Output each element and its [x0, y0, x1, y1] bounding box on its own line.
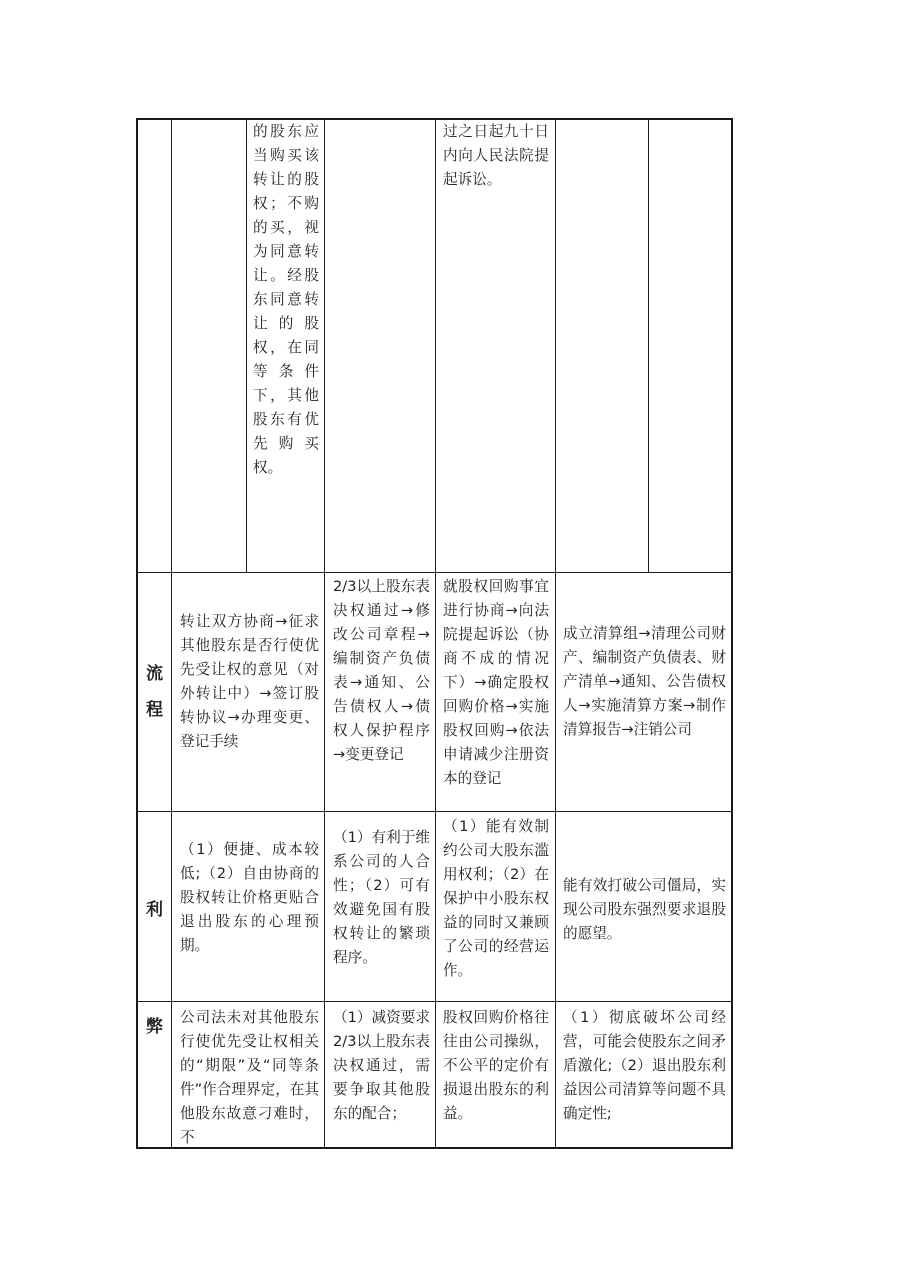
continuation-col4-text: 过之日起九十日内向人民法院提起诉讼。 [443, 123, 549, 188]
column-divider [555, 118, 556, 1149]
table-border-right [731, 118, 733, 1149]
column-divider [648, 118, 649, 573]
pros-col2-text: （1）便捷、成本较低;（2）自由协商的股权转让价格更贴合退出股东的心理预期。 [180, 841, 319, 954]
process-col4-text: 就股权回购事宜进行协商→向法院提起诉讼（协商不成的情况下）→确定股权回购价格→实施股权回购→依法申请减少注册资本的登记 [443, 578, 549, 787]
process-col2-text: 转让双方协商→征求其他股东是否行使优先受让权的意见（对外转让中）→签订股转协议→办理变更、登记手续 [180, 613, 319, 750]
pros-col5-text: 能有效打破公司僵局，实现公司股东强烈要求退股的愿望。 [563, 877, 726, 942]
table-border-left [136, 118, 138, 1149]
process-col5-text: 成立清算组→清理公司财产、编制资产负债表、财产清单→通知、公告债权人→实施清算方案→制作清算报告→注销公司 [563, 625, 726, 738]
pros-col3-text: （1）有利于维系公司的人合性；（2）可有效避免国有股权转让的繁琐程序。 [333, 829, 430, 966]
process-col3-text: 2/3以上股东表决权通过→修改公司章程→编制资产负债表→通知、公告债权人→债权人保护程序→变更登记 [333, 578, 430, 763]
cons-row-label: 弊 [146, 1017, 163, 1037]
cons-col4-text: 股权回购价格往往由公司操纵，不公平的定价有损退出股东的利益。 [443, 1009, 549, 1122]
cons-col2-text: 公司法未对其他股东行使优先受让权相关的“期限”及“同等条件”作合理界定，在其他股东故意刁难时，不 [180, 1009, 319, 1146]
column-divider [435, 118, 436, 1149]
pros-col4-text: （1）能有效制约公司大股东滥用权利；（2）在保护中小股东权益的同时又兼顾了公司的经营运作。 [443, 818, 549, 979]
cons-col5-text: （1）彻底破坏公司经营，可能会使股东之间矛盾激化;（2）退出股东利益因公司清算等问题不具确定性; [563, 1009, 726, 1122]
pros-row-label: 利 [146, 900, 163, 920]
column-divider [171, 118, 172, 1149]
process-row-label: 流程 [146, 664, 163, 720]
column-divider [246, 118, 247, 573]
column-divider [324, 118, 325, 1149]
continuation-subcolumn-text: 的股东应当购买该转让的股权；不购的买，视为同意转让。经股东同意转让的股权，在同等条件下，其他股东有优先购买权。 [253, 123, 319, 476]
cons-col3-text: （1）减资要求2/3以上股东表决权通过，需要争取其他股东的配合； [333, 1009, 430, 1122]
